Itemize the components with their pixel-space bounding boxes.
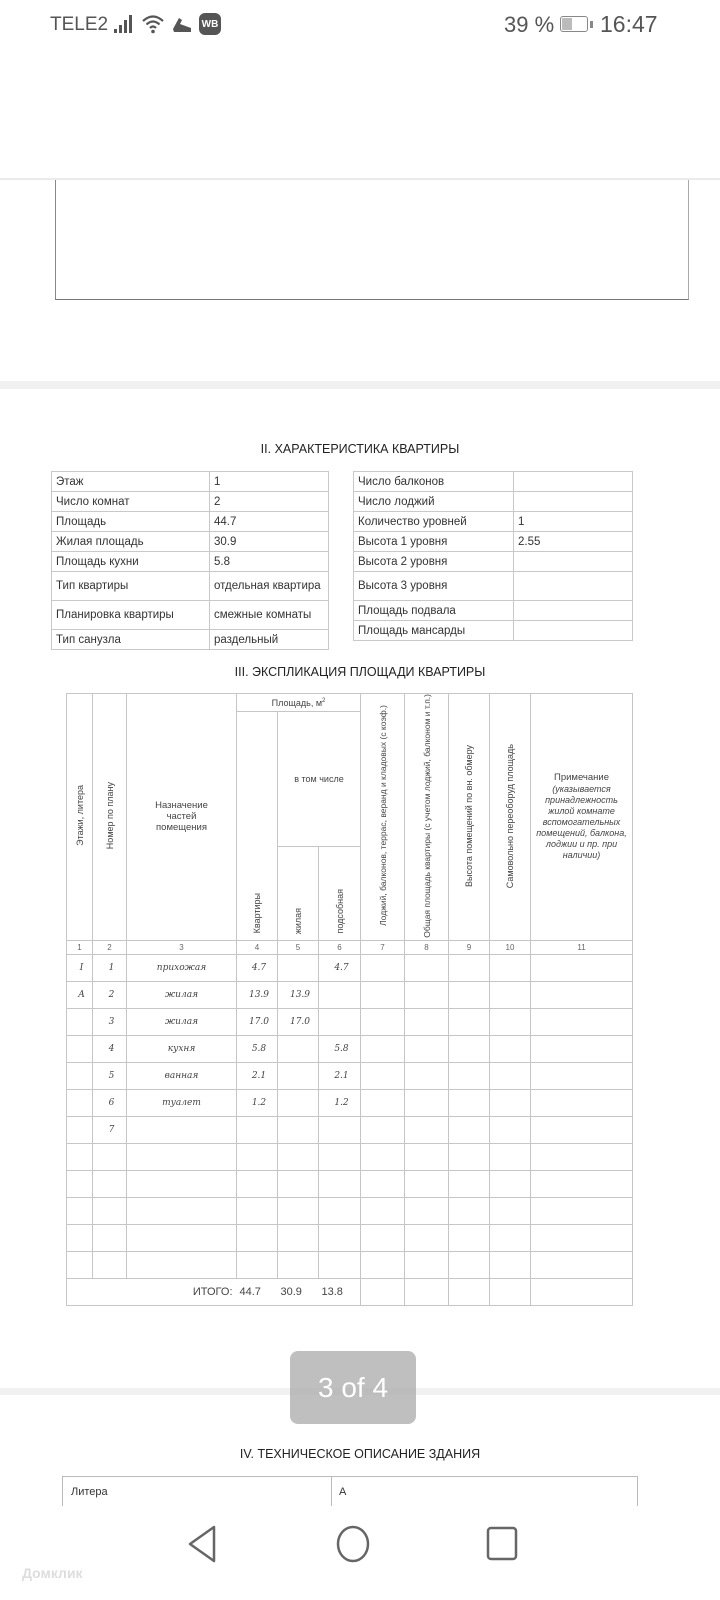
characteristic-label: Высота 1 уровня	[354, 532, 514, 552]
page-separator	[0, 381, 720, 389]
plan-no-cell: 5	[93, 1062, 127, 1089]
floor-cell	[67, 1143, 93, 1170]
column-number: 2	[93, 940, 127, 954]
apartment-area-cell: 17.0	[237, 1008, 278, 1035]
status-bar	[0, 0, 720, 50]
status-icons	[113, 12, 221, 36]
living-area-cell	[278, 1062, 319, 1089]
aux-area-cell	[319, 1197, 361, 1224]
characteristic-value	[514, 472, 633, 492]
navigation-bar	[0, 1506, 720, 1600]
empty-cell	[449, 1008, 490, 1035]
empty-cell	[490, 1278, 531, 1305]
characteristic-row	[354, 492, 633, 512]
living-area-cell: 17.0	[278, 1008, 319, 1035]
empty-cell	[361, 1170, 405, 1197]
floor-cell	[67, 1089, 93, 1116]
empty-cell	[490, 1170, 531, 1197]
empty-cell	[361, 1062, 405, 1089]
purpose-cell	[127, 1224, 237, 1251]
empty-cell	[490, 1062, 531, 1089]
empty-cell	[405, 1116, 449, 1143]
aux-area-cell	[319, 1170, 361, 1197]
empty-cell	[405, 1224, 449, 1251]
purpose-cell	[127, 1116, 237, 1143]
purpose-cell: жилая	[127, 981, 237, 1008]
empty-cell	[531, 954, 633, 981]
header-incl: в том числе	[278, 712, 361, 847]
column-number: 10	[490, 940, 531, 954]
characteristic-row	[52, 630, 329, 650]
characteristic-row	[52, 492, 329, 512]
purpose-cell: жилая	[127, 1008, 237, 1035]
previous-page-frame	[55, 180, 689, 300]
explication-row	[67, 1170, 633, 1197]
empty-cell	[449, 1116, 490, 1143]
wb-app-icon: WB	[199, 13, 221, 35]
explication-row	[67, 954, 633, 981]
empty-cell	[531, 1062, 633, 1089]
header-total-incl: Общая площадь квартиры (с учетом лоджий, балконом и т.п.)	[405, 694, 449, 941]
litera-value: А	[339, 1486, 347, 1498]
section2-title: II. ХАРАКТЕРИСТИКА КВАРТИРЫ	[260, 442, 460, 456]
characteristic-row	[52, 532, 329, 552]
characteristic-row	[52, 601, 329, 630]
empty-cell	[405, 981, 449, 1008]
purpose-cell	[127, 1143, 237, 1170]
characteristic-label: Тип квартиры	[52, 572, 210, 601]
living-area-cell	[278, 1035, 319, 1062]
section3-title: III. ЭКСПЛИКАЦИЯ ПЛОЩАДИ КВАРТИРЫ	[234, 665, 486, 679]
empty-cell	[361, 1089, 405, 1116]
explication-row	[67, 1035, 633, 1062]
recents-button[interactable]	[486, 1526, 518, 1562]
explication-row	[67, 1008, 633, 1035]
empty-cell	[449, 1143, 490, 1170]
aux-area-cell: 5.8	[319, 1035, 361, 1062]
characteristic-label: Планировка квартиры	[52, 601, 210, 630]
header-loggias: Лоджий, балконов, террас, веранд и кладовых (с коэф.)	[361, 694, 405, 941]
domclick-watermark: Домклик	[22, 1565, 83, 1581]
aux-area-cell	[319, 1116, 361, 1143]
plan-no-cell: 4	[93, 1035, 127, 1062]
empty-cell	[490, 954, 531, 981]
characteristic-label: Площадь подвала	[354, 601, 514, 621]
characteristic-label: Число комнат	[52, 492, 210, 512]
aux-area-cell: 4.7	[319, 954, 361, 981]
empty-cell	[405, 1197, 449, 1224]
signal-icon	[113, 14, 135, 34]
floor-cell	[67, 1224, 93, 1251]
total-aux: 13.8	[319, 1278, 361, 1305]
characteristic-label: Высота 3 уровня	[354, 572, 514, 601]
floor-cell	[67, 1251, 93, 1278]
column-number: 1	[67, 940, 93, 954]
characteristic-value: 44.7	[210, 512, 329, 532]
empty-cell	[531, 1224, 633, 1251]
aux-area-cell	[319, 1224, 361, 1251]
apartment-area-cell: 13.9	[237, 981, 278, 1008]
floor-cell	[67, 1197, 93, 1224]
carrier-name: TELE2	[50, 14, 109, 35]
apartment-area-cell: 2.1	[237, 1062, 278, 1089]
characteristic-label: Количество уровней	[354, 512, 514, 532]
fitness-shoe-icon	[171, 14, 193, 34]
characteristic-value: отдельная квартира	[210, 572, 329, 601]
floor-cell	[67, 1170, 93, 1197]
header-floor: Этажи, литера	[67, 694, 93, 941]
characteristic-row	[354, 621, 633, 641]
characteristic-label: Этаж	[52, 472, 210, 492]
empty-cell	[531, 1278, 633, 1305]
empty-cell	[405, 1251, 449, 1278]
column-numbers-row	[67, 940, 633, 954]
plan-no-cell	[93, 1170, 127, 1197]
home-button[interactable]	[335, 1524, 371, 1564]
characteristic-value: 1	[514, 512, 633, 532]
characteristic-label: Число балконов	[354, 472, 514, 492]
characteristic-row	[354, 601, 633, 621]
characteristic-row	[52, 472, 329, 492]
column-number: 11	[531, 940, 633, 954]
empty-cell	[449, 954, 490, 981]
empty-cell	[361, 1278, 405, 1305]
empty-cell	[405, 1008, 449, 1035]
characteristic-row	[354, 572, 633, 601]
aux-area-cell	[319, 1008, 361, 1035]
characteristic-label: Высота 2 уровня	[354, 552, 514, 572]
column-number: 8	[405, 940, 449, 954]
apartment-area-cell: 4.7	[237, 954, 278, 981]
empty-cell	[449, 1062, 490, 1089]
plan-no-cell	[93, 1251, 127, 1278]
living-area-cell	[278, 1089, 319, 1116]
characteristic-value	[514, 572, 633, 601]
empty-cell	[490, 1035, 531, 1062]
clock: 16:47	[600, 11, 658, 37]
total-living: 30.9	[278, 1278, 319, 1305]
empty-cell	[361, 1224, 405, 1251]
explication-row	[67, 1089, 633, 1116]
battery-icon	[560, 16, 588, 32]
empty-cell	[449, 981, 490, 1008]
characteristic-row	[52, 512, 329, 532]
column-number: 5	[278, 940, 319, 954]
living-area-cell	[278, 1224, 319, 1251]
floor-cell	[67, 1035, 93, 1062]
characteristic-value	[514, 492, 633, 512]
living-area-cell	[278, 954, 319, 981]
empty-cell	[405, 1170, 449, 1197]
empty-cell	[449, 1224, 490, 1251]
characteristic-row	[52, 552, 329, 572]
living-area-cell: 13.9	[278, 981, 319, 1008]
plan-no-cell	[93, 1224, 127, 1251]
empty-cell	[531, 981, 633, 1008]
column-number: 7	[361, 940, 405, 954]
plan-no-cell: 2	[93, 981, 127, 1008]
apartment-area-cell	[237, 1224, 278, 1251]
explication-row	[67, 1224, 633, 1251]
header-apartment: Квартиры	[237, 712, 278, 941]
aux-area-cell	[319, 1143, 361, 1170]
plan-no-cell: 6	[93, 1089, 127, 1116]
characteristic-label: Число лоджий	[354, 492, 514, 512]
empty-cell	[490, 1251, 531, 1278]
header-area: Площадь, $м^2$	[237, 694, 361, 712]
purpose-cell: туалет	[127, 1089, 237, 1116]
characteristic-value	[514, 552, 633, 572]
empty-cell	[490, 1116, 531, 1143]
aux-area-cell: 1.2	[319, 1089, 361, 1116]
empty-cell	[490, 1143, 531, 1170]
total-row	[67, 1278, 633, 1305]
header-height: Высота помещений по вн. обмеру	[449, 694, 490, 941]
plan-no-cell: 3	[93, 1008, 127, 1035]
living-area-cell	[278, 1116, 319, 1143]
page-indicator: 3 of 4	[290, 1351, 416, 1424]
living-area-cell	[278, 1197, 319, 1224]
column-number: 3	[127, 940, 237, 954]
apartment-area-cell	[237, 1143, 278, 1170]
apartment-area-cell	[237, 1170, 278, 1197]
explication-table	[66, 693, 633, 1306]
empty-cell	[361, 1116, 405, 1143]
empty-cell	[531, 1143, 633, 1170]
empty-cell	[490, 1197, 531, 1224]
empty-cell	[361, 981, 405, 1008]
floor-cell	[67, 1116, 93, 1143]
plan-no-cell: 1	[93, 954, 127, 981]
empty-cell	[490, 1224, 531, 1251]
characteristic-label: Площадь кухни	[52, 552, 210, 572]
litera-label: Литера	[71, 1486, 108, 1498]
empty-cell	[449, 1251, 490, 1278]
empty-cell	[405, 1035, 449, 1062]
floor-cell: А	[67, 981, 93, 1008]
aux-area-cell	[319, 981, 361, 1008]
plan-no-cell	[93, 1143, 127, 1170]
empty-cell	[449, 1089, 490, 1116]
empty-cell	[361, 1251, 405, 1278]
characteristic-value: раздельный	[210, 630, 329, 650]
empty-cell	[531, 1170, 633, 1197]
header-plan-no: Номер по плану	[93, 694, 127, 941]
purpose-cell	[127, 1170, 237, 1197]
characteristic-value	[514, 601, 633, 621]
purpose-cell	[127, 1197, 237, 1224]
total-label: ИТОГО:	[67, 1278, 237, 1305]
empty-cell	[405, 1089, 449, 1116]
characteristic-row	[354, 532, 633, 552]
characteristic-label: Площадь	[52, 512, 210, 532]
column-number: 9	[449, 940, 490, 954]
section4-title: IV. ТЕХНИЧЕСКОЕ ОПИСАНИЕ ЗДАНИЯ	[239, 1447, 481, 1461]
aux-area-cell: 2.1	[319, 1062, 361, 1089]
empty-cell	[449, 1170, 490, 1197]
characteristic-value: 2.55	[514, 532, 633, 552]
column-number: 4	[237, 940, 278, 954]
apartment-characteristics-right	[353, 471, 633, 641]
characteristic-value: смежные комнаты	[210, 601, 329, 630]
header-unauthorized: Самовольно переоборуд площадь	[490, 694, 531, 941]
apartment-area-cell	[237, 1197, 278, 1224]
empty-cell	[405, 1143, 449, 1170]
apartment-area-cell: 5.8	[237, 1035, 278, 1062]
characteristic-label: Площадь мансарды	[354, 621, 514, 641]
empty-cell	[405, 954, 449, 981]
characteristic-value: 30.9	[210, 532, 329, 552]
battery-fill	[562, 18, 572, 30]
header-purpose: Назначение частей помещения	[127, 694, 237, 941]
purpose-cell: ванная	[127, 1062, 237, 1089]
empty-cell	[361, 1035, 405, 1062]
empty-cell	[490, 981, 531, 1008]
floor-cell	[67, 1062, 93, 1089]
apartment-characteristics-left	[51, 471, 329, 650]
characteristic-row	[52, 572, 329, 601]
living-area-cell	[278, 1251, 319, 1278]
apartment-area-cell: 1.2	[237, 1089, 278, 1116]
apartment-area-cell	[237, 1251, 278, 1278]
characteristic-value	[514, 621, 633, 641]
empty-cell	[449, 1035, 490, 1062]
explication-row	[67, 1116, 633, 1143]
explication-row	[67, 1143, 633, 1170]
header-living: жилая	[278, 846, 319, 940]
empty-cell	[361, 1008, 405, 1035]
column-number: 6	[319, 940, 361, 954]
purpose-cell	[127, 1251, 237, 1278]
explication-row	[67, 1251, 633, 1278]
empty-cell	[405, 1062, 449, 1089]
empty-cell	[361, 1197, 405, 1224]
battery-percent: 39 %	[504, 12, 555, 37]
explication-row	[67, 1062, 633, 1089]
explication-row	[67, 1197, 633, 1224]
purpose-cell: кухня	[127, 1035, 237, 1062]
purpose-cell: прихожая	[127, 954, 237, 981]
header-note: Примечание (указывается принадлежность жилой комнате вспомогательных помещений, балкона, лоджии и пр. при наличии)	[531, 694, 633, 941]
living-area-cell	[278, 1170, 319, 1197]
empty-cell	[490, 1089, 531, 1116]
wifi-icon	[141, 14, 165, 34]
characteristic-row	[354, 512, 633, 532]
header-aux: подсобная	[319, 846, 361, 940]
empty-cell	[531, 1008, 633, 1035]
characteristic-label: Жилая площадь	[52, 532, 210, 552]
empty-cell	[361, 1143, 405, 1170]
empty-cell	[531, 1035, 633, 1062]
empty-cell	[449, 1278, 490, 1305]
plan-no-cell	[93, 1197, 127, 1224]
total-apartment: 44.7	[237, 1278, 278, 1305]
characteristic-row	[354, 472, 633, 492]
empty-cell	[490, 1008, 531, 1035]
battery-cap	[590, 21, 593, 28]
building-description-table	[62, 1476, 638, 1507]
characteristic-value: 1	[210, 472, 329, 492]
characteristic-label: Тип санузла	[52, 630, 210, 650]
apartment-area-cell	[237, 1116, 278, 1143]
floor-cell	[67, 1008, 93, 1035]
empty-cell	[531, 1251, 633, 1278]
empty-cell	[405, 1278, 449, 1305]
plan-no-cell: 7	[93, 1116, 127, 1143]
characteristic-value: 2	[210, 492, 329, 512]
empty-cell	[531, 1116, 633, 1143]
floor-cell: I	[67, 954, 93, 981]
characteristic-row	[354, 552, 633, 572]
living-area-cell	[278, 1143, 319, 1170]
characteristic-value: 5.8	[210, 552, 329, 572]
empty-cell	[531, 1197, 633, 1224]
empty-cell	[531, 1089, 633, 1116]
back-button[interactable]	[186, 1524, 218, 1564]
empty-cell	[361, 954, 405, 981]
empty-cell	[449, 1197, 490, 1224]
aux-area-cell	[319, 1251, 361, 1278]
explication-row	[67, 981, 633, 1008]
